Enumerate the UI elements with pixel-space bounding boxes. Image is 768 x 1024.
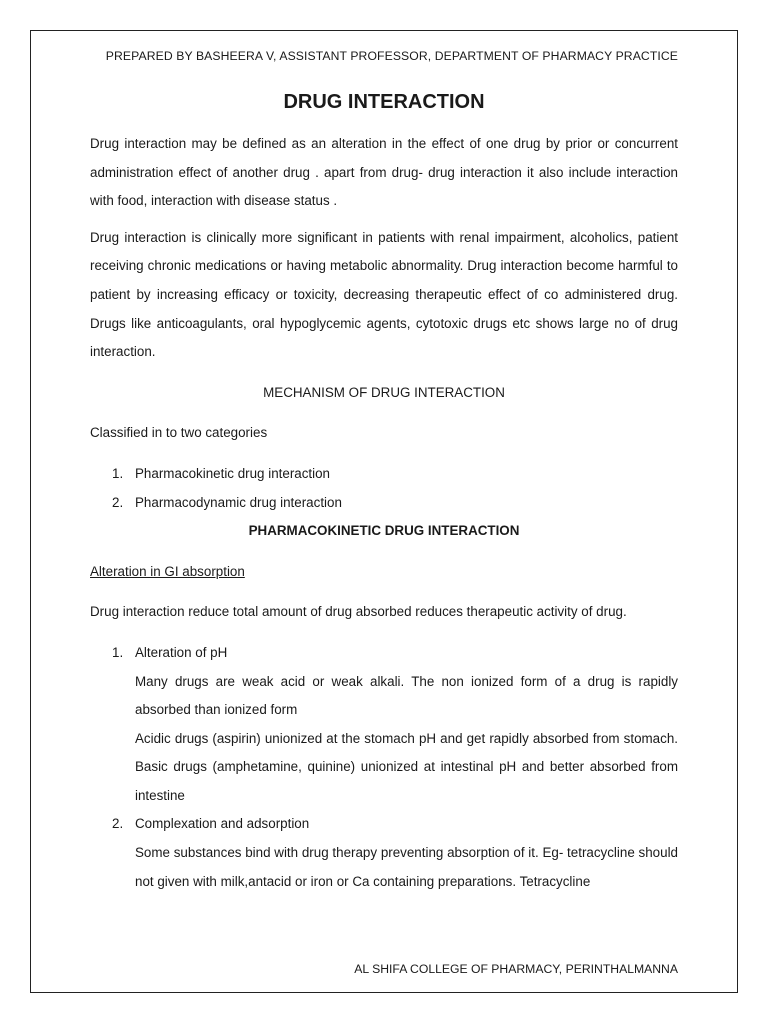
list-number: 2. <box>112 816 124 832</box>
gi-intro: Drug interaction reduce total amount of drug absorbed reduces therapeutic activity of drug. <box>90 604 627 620</box>
page-header: PREPARED BY BASHEERA V, ASSISTANT PROFESSOR, DEPARTMENT OF PHARMACY PRACTICE <box>105 49 678 63</box>
document-content <box>90 40 678 896</box>
item-title: Complexation and adsorption <box>135 816 310 832</box>
list-number: 1. <box>112 465 124 481</box>
mechanism-heading: MECHANISM OF DRUG INTERACTION <box>263 384 505 400</box>
list-number: 1. <box>112 644 124 660</box>
gi-subheading: Alteration in GI absorption <box>90 563 245 579</box>
paragraph-significance: Drug interaction is clinically more significant in patients with renal impairment, alcoholics, patient receiving chronic medications or having metabolic abnormality. Drug interaction become harmful to patient by increasing efficacy or toxicity, decreasing therapeutic effect of co administered drug. Drugs like anticoagulants, oral hypoglycemic agents, cytotoxic drugs etc shows large no of drug interaction. <box>90 229 678 360</box>
list-item <box>90 489 678 518</box>
pk-heading: PHARMACOKINETIC DRUG INTERACTION <box>248 523 520 539</box>
page-title: DRUG INTERACTION <box>283 91 485 113</box>
item-body: Some substances bind with drug therapy preventing absorption of it. Eg- tetracycline should not given with milk,antacid or iron or Ca containing preparations. Tetracycline <box>135 845 678 889</box>
category-list <box>90 460 678 517</box>
item-title: Alteration of pH <box>135 644 228 660</box>
list-label: Pharmacokinetic drug interaction <box>135 465 331 481</box>
paragraph-definition: Drug interaction may be defined as an alteration in the effect of one drug by prior or concurrent administration effect of another drug . apart from drug- drug interaction it also include interaction with food, interaction with disease status . <box>90 136 678 209</box>
classified-text: Classified in to two categories <box>90 425 268 441</box>
page-footer: AL SHIFA COLLEGE OF PHARMACY, PERINTHALMANNA <box>354 962 678 976</box>
mechanism-list <box>90 639 678 896</box>
list-number: 2. <box>112 494 124 510</box>
list-item <box>90 639 678 811</box>
list-item <box>90 810 678 896</box>
list-label: Pharmacodynamic drug interaction <box>135 494 342 510</box>
list-item <box>90 460 678 489</box>
item-body: Acidic drugs (aspirin) unionized at the stomach pH and get rapidly absorbed from stomach. Basic drugs (amphetamine, quinine) unionized at intestinal pH and better absorbed from intestine <box>135 730 678 803</box>
item-body: Many drugs are weak acid or weak alkali. The non ionized form of a drug is rapidly absorbed than ionized form <box>135 673 678 718</box>
